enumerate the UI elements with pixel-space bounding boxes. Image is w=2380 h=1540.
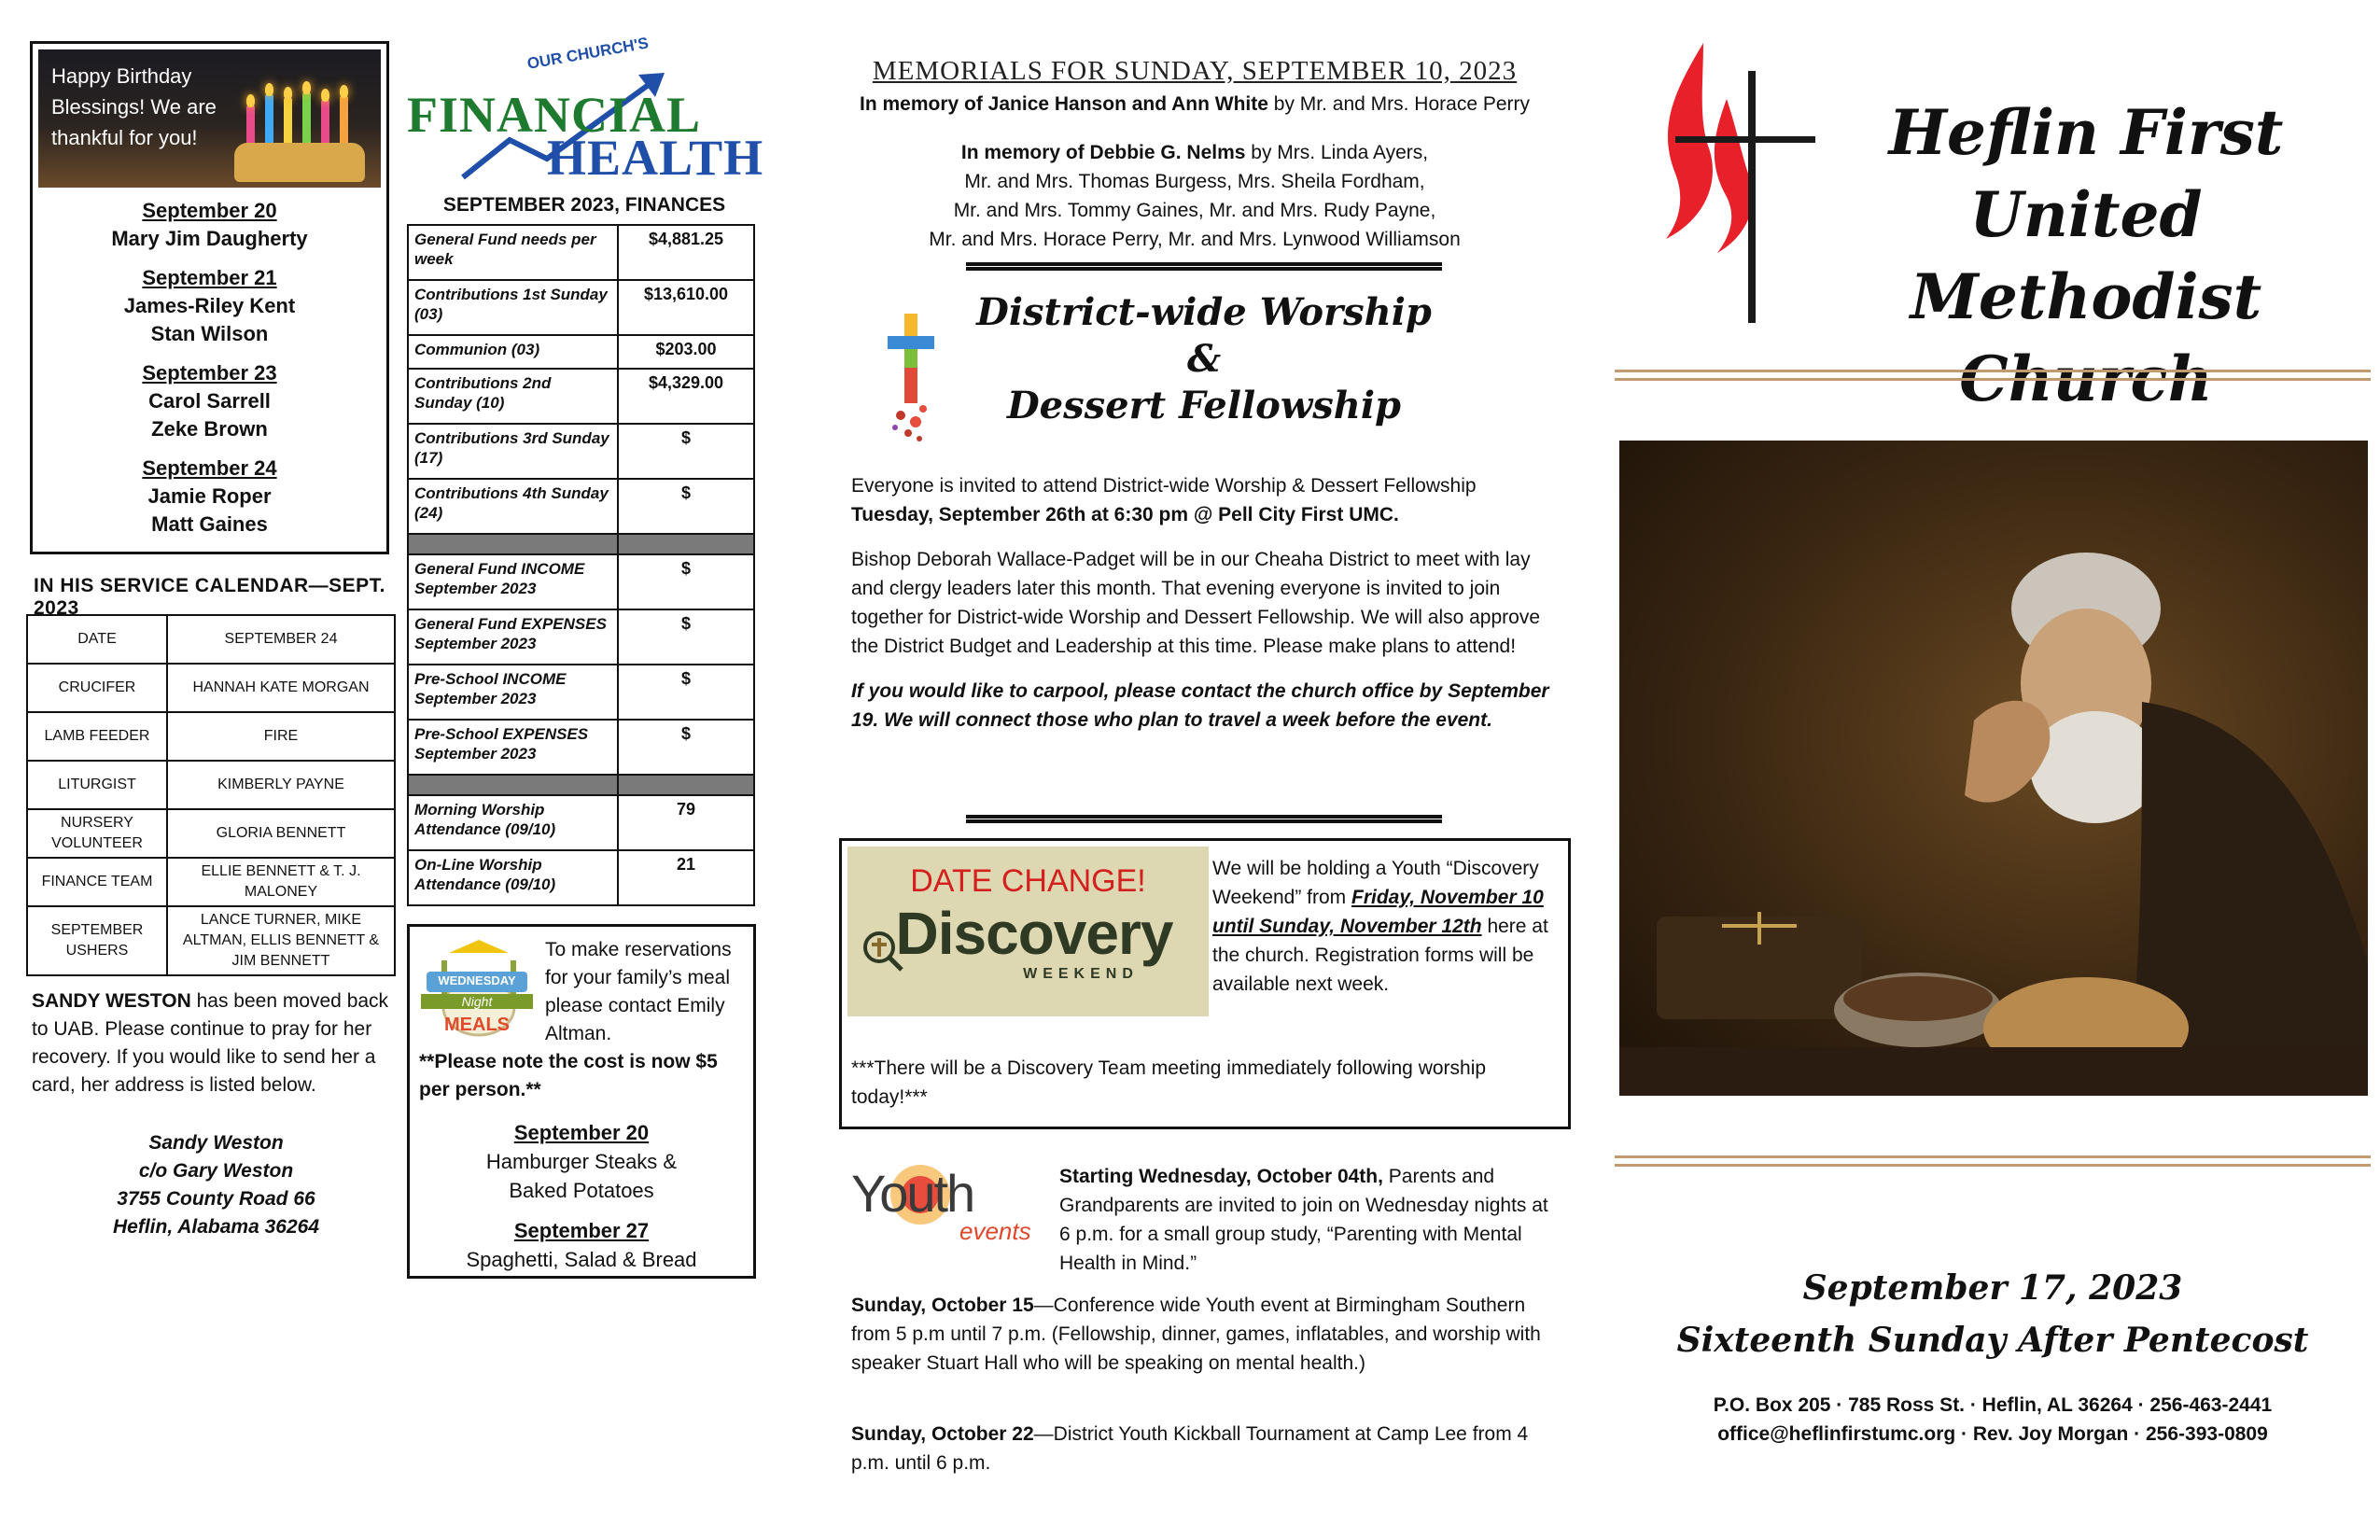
wednesday-meals-logo <box>421 934 533 1046</box>
finance-value: $4,329.00 <box>618 369 754 424</box>
table-row <box>408 479 754 534</box>
district-p2: Bishop Deborah Wallace-Padget will be in our Cheaha District to meet with lay and clergy leaders later this month. That evening everyone is invited to join together for District-wide Worship and Dessert Fellowship. We will also approve the District Budget and Leadership at this time. Please make plans to attend! <box>851 549 1541 657</box>
sandy-weston-note <box>32 987 400 1099</box>
memorial-bold: In memory of Debbie G. Nelms <box>960 142 1246 163</box>
district-p1: Everyone is invited to attend District-wide Worship & Dessert Fellowship <box>851 475 1477 497</box>
table-row <box>408 795 754 850</box>
birthday-date: September 20 <box>142 199 277 222</box>
district-title-line: District-wide Worship & <box>976 290 1432 381</box>
meals-logo-text-3: MEALS <box>444 1015 510 1035</box>
candles-icon <box>239 68 379 152</box>
discovery-dates: Friday, November 10 until Sunday, November 12th <box>1212 887 1544 937</box>
finance-label: Contributions 4th Sunday (24) <box>408 479 618 534</box>
table-cell: SEPTEMBER USHERS <box>27 906 167 975</box>
table-row <box>408 609 754 665</box>
youth-p2 <box>851 1291 1561 1378</box>
magnifier-cross-icon <box>861 929 905 973</box>
table-row <box>408 424 754 479</box>
table-cell: LITURGIST <box>27 761 167 809</box>
birthday-name: Mary Jim Daugherty <box>111 227 308 250</box>
discovery-text-2: here at the church. Registration forms will be available next week. <box>1212 916 1548 995</box>
table-row <box>27 858 395 906</box>
sandy-address <box>32 1129 400 1241</box>
finance-label: On-Line Worship Attendance (09/10) <box>408 850 618 905</box>
sandy-name: SANDY WESTON <box>32 990 191 1012</box>
youth-p2-bold: Sunday, October 15 <box>851 1295 1034 1316</box>
table-cell: NURSERY VOLUNTEER <box>27 809 167 858</box>
memorial-bold: In memory of Janice Hanson and Ann White <box>859 93 1268 115</box>
table-separator <box>408 534 754 554</box>
birthday-name: Stan Wilson <box>150 322 269 345</box>
address-line: Sandy Weston <box>148 1132 284 1154</box>
logo-health-text: HEALTH <box>547 130 764 186</box>
district-worship-body <box>851 471 1561 750</box>
cupcake-icon <box>234 143 365 182</box>
discovery-sub: WEEKEND <box>1023 966 1139 982</box>
finance-label: Communion (03) <box>408 335 618 369</box>
youth-word: Youth <box>851 1164 974 1223</box>
birthday-name: Zeke Brown <box>151 417 268 441</box>
birthday-date: September 21 <box>142 266 277 289</box>
finance-value: $ <box>618 720 754 775</box>
discovery-note: ***There will be a Discovery Team meeting immediately following worship today!*** <box>851 1057 1487 1108</box>
finance-label: Pre-School INCOME September 2023 <box>408 665 618 720</box>
meals-menu-list <box>410 1118 753 1274</box>
finance-value: $ <box>618 609 754 665</box>
birthday-banner <box>38 49 381 188</box>
list-item <box>33 197 386 253</box>
discovery-weekend-box <box>839 838 1571 1129</box>
contact-line: office@heflinfirstumc.org · Rev. Joy Morgan · 256-393-0809 <box>1717 1423 2268 1445</box>
table-cell: KIMBERLY PAYNE <box>167 761 395 809</box>
table-cell: FINANCE TEAM <box>27 858 167 906</box>
financial-health-logo <box>407 37 762 196</box>
gold-rule <box>1615 1155 2371 1167</box>
finance-value: 21 <box>618 850 754 905</box>
service-calendar-table <box>26 614 396 976</box>
meal-date: September 20 <box>513 1121 650 1144</box>
table-row <box>408 280 754 335</box>
gold-rule <box>1615 370 2371 381</box>
table-cell: GLORIA BENNETT <box>167 809 395 858</box>
meals-reservation-text: To make reservations for your family’s meal please contact Emily Altman. <box>545 939 732 1044</box>
district-paragraph <box>851 471 1561 529</box>
list-item <box>33 264 386 348</box>
service-date: September 17, 2023 <box>1802 1268 2183 1308</box>
finance-label: Contributions 1st Sunday (03) <box>408 280 618 335</box>
table-cell: ELLIE BENNETT & T. J. MALONEY <box>167 858 395 906</box>
finance-label: Morning Worship Attendance (09/10) <box>408 795 618 850</box>
table-row <box>408 369 754 424</box>
youth-p2-text: —Conference wide Youth event at Birmingham Southern from 5 p.m until 7 p.m. (Fellowship, dinner, games, inflatables, and worship with speaker Stuart Hall who will be speaking on mental health.) <box>851 1295 1541 1374</box>
youth-p3-bold: Sunday, October 22 <box>851 1423 1034 1445</box>
table-cell: FIRE <box>167 712 395 761</box>
youth-p1-bold: Starting Wednesday, October 04th, <box>1059 1166 1383 1187</box>
memorial-line <box>821 138 1568 167</box>
finance-label: General Fund INCOME September 2023 <box>408 554 618 609</box>
table-cell: LANCE TURNER, MIKE ALTMAN, ELLIS BENNETT & JIM BENNETT <box>167 906 395 975</box>
sandy-text: has been moved back to UAB. Please continue to pray for her recovery. If you would like to send her a card, her address is listed below. <box>32 990 389 1096</box>
table-row <box>27 906 395 975</box>
district-title-line: Dessert Fellowship <box>1006 384 1402 427</box>
youth-p3-text: —District Youth Kickball Tournament at Camp Lee from 4 p.m. until 6 p.m. <box>851 1423 1529 1474</box>
discovery-text-1: We will be holding a Youth “Discovery Weekend” from <box>1212 858 1539 908</box>
youth-p1-text: Parents and Grandparents are invited to join on Wednesday nights at 6 p.m. for a small group study, “Parenting with Mental Health in Mind.” <box>1059 1166 1548 1274</box>
youth-p3 <box>851 1420 1561 1477</box>
events-word: events <box>959 1217 1031 1245</box>
finance-label: General Fund EXPENSES September 2023 <box>408 609 618 665</box>
table-cell: SEPTEMBER 24 <box>167 615 395 664</box>
finance-value: $ <box>618 424 754 479</box>
finance-value: $203.00 <box>618 335 754 369</box>
memorials-title: MEMORIALS FOR SUNDAY, SEPTEMBER 10, 2023 <box>872 56 1518 86</box>
meal-menu: Baked Potatoes <box>509 1179 654 1202</box>
list-item <box>410 1216 753 1274</box>
address-line: c/o Gary Weston <box>138 1160 294 1182</box>
logo-top-text: OUR CHURCH'S <box>525 37 651 73</box>
birthday-name: Jamie Roper <box>147 484 272 508</box>
memorial-block <box>821 138 1568 254</box>
birthday-box <box>30 41 389 554</box>
meals-logo-text-1: WEDNESDAY <box>438 973 516 987</box>
table-row <box>408 225 754 280</box>
list-item <box>410 1118 753 1205</box>
date-change-banner: DATE CHANGE! <box>910 863 1146 899</box>
church-name-line: Methodist Church <box>1910 260 2262 415</box>
memorial-rest: by Mr. and Mrs. Horace Perry <box>1267 93 1531 115</box>
table-row <box>408 554 754 609</box>
table-cell: CRUCIFER <box>27 664 167 712</box>
church-name-line: Heflin First United <box>1888 96 2284 251</box>
meal-menu: Hamburger Steaks & <box>485 1150 678 1173</box>
cross-icon <box>882 308 940 448</box>
meal-menu: Spaghetti, Salad & Bread <box>466 1248 697 1271</box>
church-contact <box>1615 1391 2371 1449</box>
table-row <box>408 850 754 905</box>
meals-cost-note: **Please note the cost is now $5 per person.** <box>419 1051 718 1100</box>
youth-events-logo <box>847 1157 1053 1251</box>
service-occasion: Sixteenth Sunday After Pentecost <box>1676 1321 2309 1360</box>
table-row <box>408 720 754 775</box>
finance-label: Contributions 3rd Sunday (17) <box>408 424 618 479</box>
list-item <box>33 455 386 539</box>
grace-prayer-photo <box>1619 441 2368 1096</box>
memorial-rest: by Mrs. Linda Ayers, <box>1245 142 1429 163</box>
finance-value: 79 <box>618 795 754 850</box>
cross-and-flame-icon <box>1638 34 1815 323</box>
table-row <box>27 712 395 761</box>
double-divider <box>966 262 1442 271</box>
table-cell: LAMB FEEDER <box>27 712 167 761</box>
table-row <box>27 761 395 809</box>
table-cell: HANNAH KATE MORGAN <box>167 664 395 712</box>
memorial-line <box>821 90 1568 119</box>
district-worship-title <box>971 289 1437 429</box>
list-item <box>33 359 386 443</box>
logo-financial-text: FINANCIAL <box>407 87 702 143</box>
table-row <box>27 615 395 664</box>
meal-date: September 27 <box>513 1219 650 1242</box>
finances-title: SEPTEMBER 2023, FINANCES <box>442 194 726 216</box>
contact-line: P.O. Box 205 · 785 Ross St. · Heflin, AL 36264 · 256-463-2441 <box>1713 1394 2273 1416</box>
finance-label: General Fund needs per week <box>408 225 618 280</box>
meals-logo-text-2: Night <box>421 994 533 1009</box>
memorial-line: Mr. and Mrs. Thomas Burgess, Mrs. Sheila Fordham, <box>964 171 1425 192</box>
table-row <box>408 665 754 720</box>
finance-label: Pre-School EXPENSES September 2023 <box>408 720 618 775</box>
double-divider <box>966 815 1442 823</box>
finance-value: $4,881.25 <box>618 225 754 280</box>
finance-value: $13,610.00 <box>618 280 754 335</box>
table-row <box>408 335 754 369</box>
discovery-word: Discovery <box>895 900 1173 967</box>
birthday-date: September 23 <box>142 361 277 385</box>
birthday-name: Matt Gaines <box>151 512 268 536</box>
finance-value: $ <box>618 554 754 609</box>
bulletin-date <box>1615 1262 2371 1366</box>
address-line: Heflin, Alabama 36264 <box>113 1216 319 1238</box>
finance-value: $ <box>618 665 754 720</box>
discovery-weekend-logo <box>847 847 1209 1016</box>
table-cell: DATE <box>27 615 167 664</box>
discovery-text <box>1212 854 1567 999</box>
district-p3: If you would like to carpool, please contact the church office by September 19. We will connect those who plan to travel a week before the event. <box>851 680 1549 731</box>
address-line: 3755 County Road 66 <box>117 1188 315 1210</box>
birthday-banner-text: Happy Birthday Blessings! We are thankful for you! <box>51 64 217 149</box>
finance-value: $ <box>618 479 754 534</box>
finance-label: Contributions 2nd Sunday (10) <box>408 369 618 424</box>
memorial-line: Mr. and Mrs. Tommy Gaines, Mr. and Mrs. Rudy Payne, <box>953 200 1436 221</box>
youth-p1 <box>1059 1162 1563 1278</box>
table-row <box>27 809 395 858</box>
table-row <box>27 664 395 712</box>
birthday-name: Carol Sarrell <box>148 389 271 413</box>
birthday-date: September 24 <box>142 456 277 480</box>
memorial-line: Mr. and Mrs. Horace Perry, Mr. and Mrs. Lynwood Williamson <box>929 229 1461 250</box>
birthday-name: James-Riley Kent <box>123 294 296 317</box>
service-calendar-title: IN HIS SERVICE CALENDAR—SEPT. 2023 <box>34 575 386 619</box>
finances-table <box>407 224 755 906</box>
wednesday-meals-box <box>407 924 756 1279</box>
district-p1-bold: Tuesday, September 26th at 6:30 pm @ Pell City First UMC. <box>851 504 1399 525</box>
table-separator <box>408 775 754 795</box>
birthday-list <box>33 197 386 539</box>
